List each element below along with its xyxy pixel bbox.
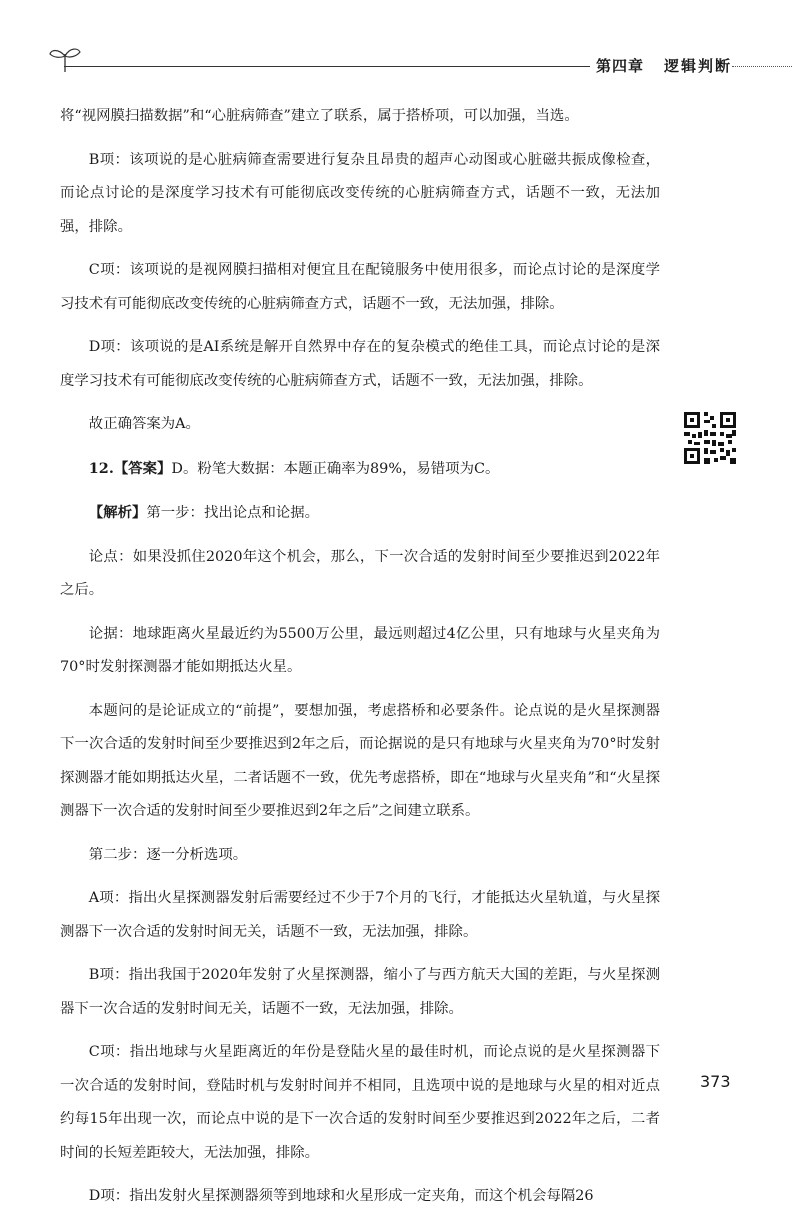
chapter-label: 第四章	[596, 57, 645, 75]
paragraph: C项：该项说的是视网膜扫描相对便宜且在配镜服务中使用很多，而论点讨论的是深度学习技术有可能彻底改变传统的心脏病筛查方式，话题不一致，无法加强，排除。	[60, 262, 660, 312]
analysis-line: 【解析】第一步：找出论点和论据。	[88, 504, 320, 521]
qr-code-icon[interactable]	[682, 410, 738, 466]
answer-line: 12.【答案】D。粉笔大数据：本题正确率为89%，易错项为C。	[88, 459, 500, 477]
header-rule	[64, 66, 590, 67]
paragraph: D项：该项说的是AI系统是解开自然界中存在的复杂模式的绝佳工具，而论点讨论的是深度学习技术有可能彻底改变传统的心脏病筛查方式，话题不一致，无法加强，排除。	[60, 339, 660, 389]
paragraph: 论点：如果没抓住2020年这个机会，那么，下一次合适的发射时间至少要推迟到2022年之后。	[60, 548, 660, 598]
section-label: 逻辑判断	[664, 57, 733, 75]
paragraph: D项：指出发射火星探测器须等到地球和火星形成一定夹角，而这个机会每隔26	[88, 1188, 594, 1204]
paragraph: C项：指出地球与火星距离近的年份是登陆火星的最佳时机，而论点说的是火星探测器下一次合适的发射时间，登陆时机与发射时间并不相同，且选项中说的是地球与火星的相对近点约每15年出现一次，而论点中说的是下一次合适的发射时间至少要推迟到2022年之后，二者时间的长短差距较大，无法加强，排除。	[60, 1044, 660, 1161]
paragraph: 故正确答案为A。	[88, 416, 200, 432]
paragraph: 论据：地球距离火星最近约为5500万公里，最远则超过4亿公里，只有地球与火星夹角为70°时发射探测器才能如期抵达火星。	[60, 625, 660, 675]
paragraph: A项：指出火星探测器发射后需要经过不少于7个月的飞行，才能抵达火星轨道，与火星探测器下一次合适的发射时间无关，话题不一致，无法加强，排除。	[60, 890, 660, 940]
paragraph: B项：指出我国于2020年发射了火星探测器，缩小了与西方航天大国的差距，与火星探测器下一次合适的发射时间无关，话题不一致，无法加强，排除。	[60, 967, 660, 1017]
paragraph: 本题问的是论证成立的“前提”，要想加强，考虑搭桥和必要条件。论点说的是火星探测器下一次合适的发射时间至少要推迟到2年之后，而论据说的是只有地球与火星夹角为70°时发射探测器才能如期抵达火星，二者话题不一致，优先考虑搭桥，即在“地球与火星夹角”和“火星探测器下一次合适的发射时间至少要推迟到2年之后”之间建立联系。	[60, 702, 660, 819]
header-rule-dotted	[732, 66, 792, 67]
analysis-label: 【解析】	[88, 504, 147, 521]
paragraph: 将“视网膜扫描数据”和“心脏病筛查”建立了联系，属于搭桥项，可以加强，当选。	[60, 108, 579, 124]
answer-label: 12.【答案】	[88, 459, 172, 477]
paragraph: B项：该项说的是心脏病筛查需要进行复杂且昂贵的超声心动图或心脏磁共振成像检查，而论点讨论的是深度学习技术有可能彻底改变传统的心脏病筛查方式，话题不一致，无法加强，排除。	[60, 151, 660, 235]
paragraph: 第二步：逐一分析选项。	[88, 846, 248, 863]
sprout-icon	[48, 44, 82, 74]
page-number: 373	[700, 1072, 731, 1091]
page-body	[60, 100, 660, 1224]
